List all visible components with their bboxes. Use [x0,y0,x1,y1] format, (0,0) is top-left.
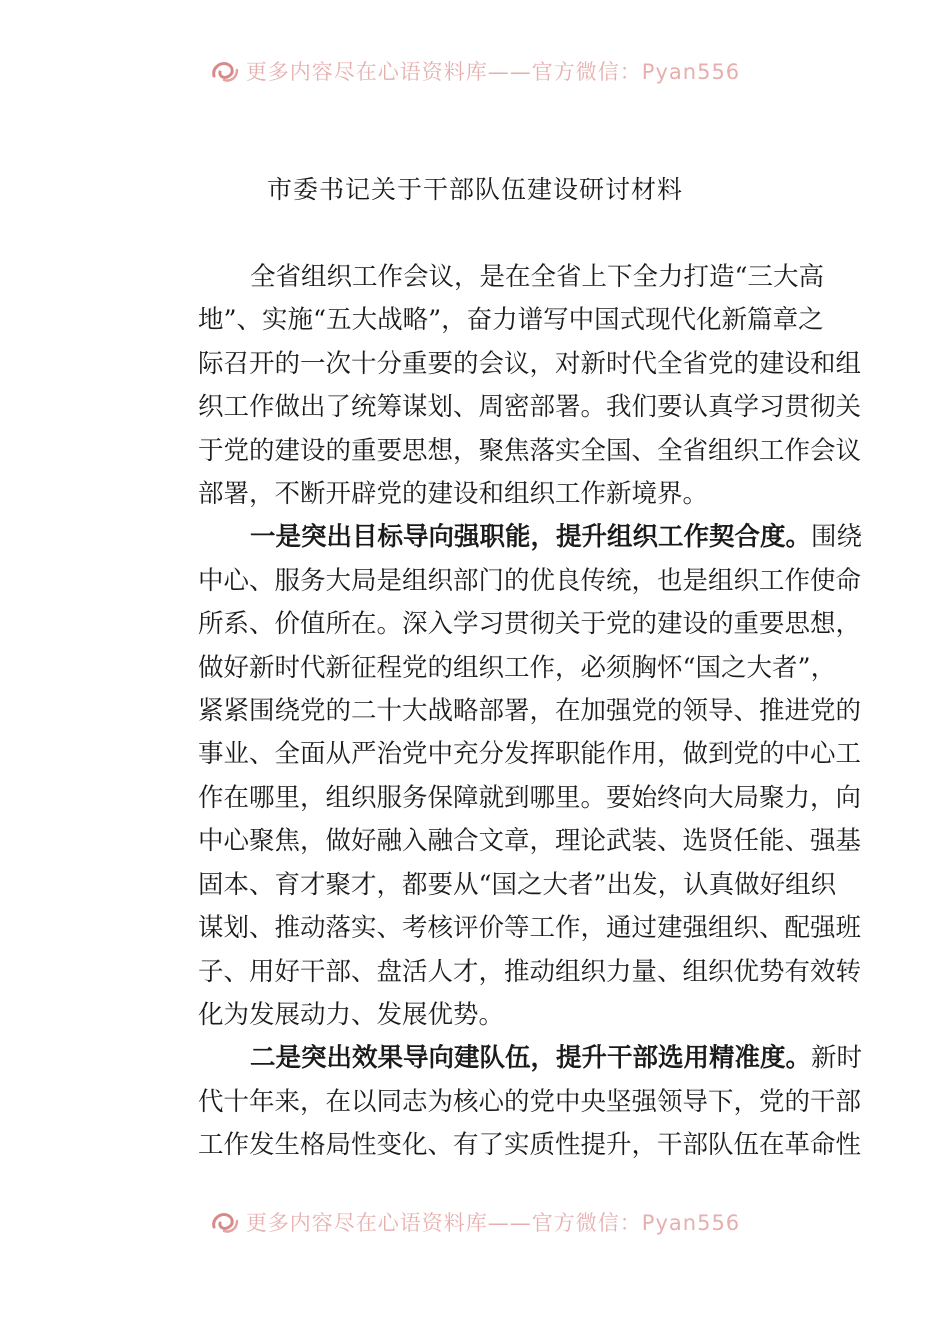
heading-tail: 围绕 [811,522,863,553]
paragraph-intro [146,256,862,516]
text-line: 全省组织工作会议，是在全省上下全力打造“三大高 [250,262,825,292]
text-line: 际召开的一次十分重要的会议，对新时代全省党的建设和组 [198,348,862,379]
watermark-banner-top [0,55,950,87]
document-title: 市委书记关于干部队伍建设研讨材料 [266,175,683,204]
text-line [146,516,863,559]
text-line: 织工作做出了统筹谋划、周密部署。我们要认真学习贯彻关 [198,392,862,423]
text-line: 中心聚焦，做好融入融合文章，理论武装、选贤任能、强基 [198,826,862,857]
text-line: 代十年来，在以同志为核心的党中央坚强领导下，党的干部 [198,1086,862,1117]
text-line: 部署，不断开辟党的建设和组织工作新境界。 [198,479,709,510]
text-line: 地”、实施“五大战略”，奋力谱写中国式现代化新篇章之 [198,305,824,336]
text-line: 作在哪里，组织服务保障就到哪里。要始终向大局聚力，向 [198,782,862,813]
text-line: 谋划、推动落实、考核评价等工作，通过建强组织、配强班 [198,913,862,944]
text-line: 做好新时代新征程党的组织工作，必须胸怀“国之大者”， [198,652,837,683]
section-heading: 一是突出目标导向强职能，提升组织工作契合度。 [250,522,812,553]
document-body [146,256,863,1168]
watermark-text: 更多内容尽在心语资料库——官方微信：Pyan556 [245,1211,741,1235]
text-line [146,1037,863,1080]
text-line: 化为发展动力、发展优势。 [198,999,505,1030]
text-line: 事业、全面从严治党中充分发挥职能作用，做到党的中心工 [198,739,862,770]
text-line: 工作发生格局性变化、有了实质性提升，干部队伍在革命性 [198,1130,862,1161]
text-line: 固本、育才聚才，都要从“国之大者”出发，认真做好组织 [198,869,837,900]
swirl-logo-icon [210,58,240,84]
text-line: 所系、价值所在。深入学习贯彻关于党的建设的重要思想， [198,609,862,640]
text-line: 子、用好干部、盘活人才，推动组织力量、组织优势有效转 [198,956,862,987]
paragraph-point-two [146,1037,863,1167]
text-line: 于党的建设的重要思想，聚焦落实全国、全省组织工作会议 [198,435,862,466]
text-line: 紧紧围绕党的二十大战略部署，在加强党的领导、推进党的 [198,696,862,727]
heading-tail: 新时 [811,1043,863,1074]
paragraph-point-one [146,516,863,1037]
text-line: 中心、服务大局是组织部门的优良传统，也是组织工作使命 [198,565,862,596]
section-heading: 二是突出效果导向建队伍，提升干部选用精准度。 [250,1043,812,1074]
watermark-text: 更多内容尽在心语资料库——官方微信：Pyan556 [245,60,741,84]
swirl-logo-icon [210,1209,240,1235]
watermark-banner-bottom [0,1206,950,1238]
